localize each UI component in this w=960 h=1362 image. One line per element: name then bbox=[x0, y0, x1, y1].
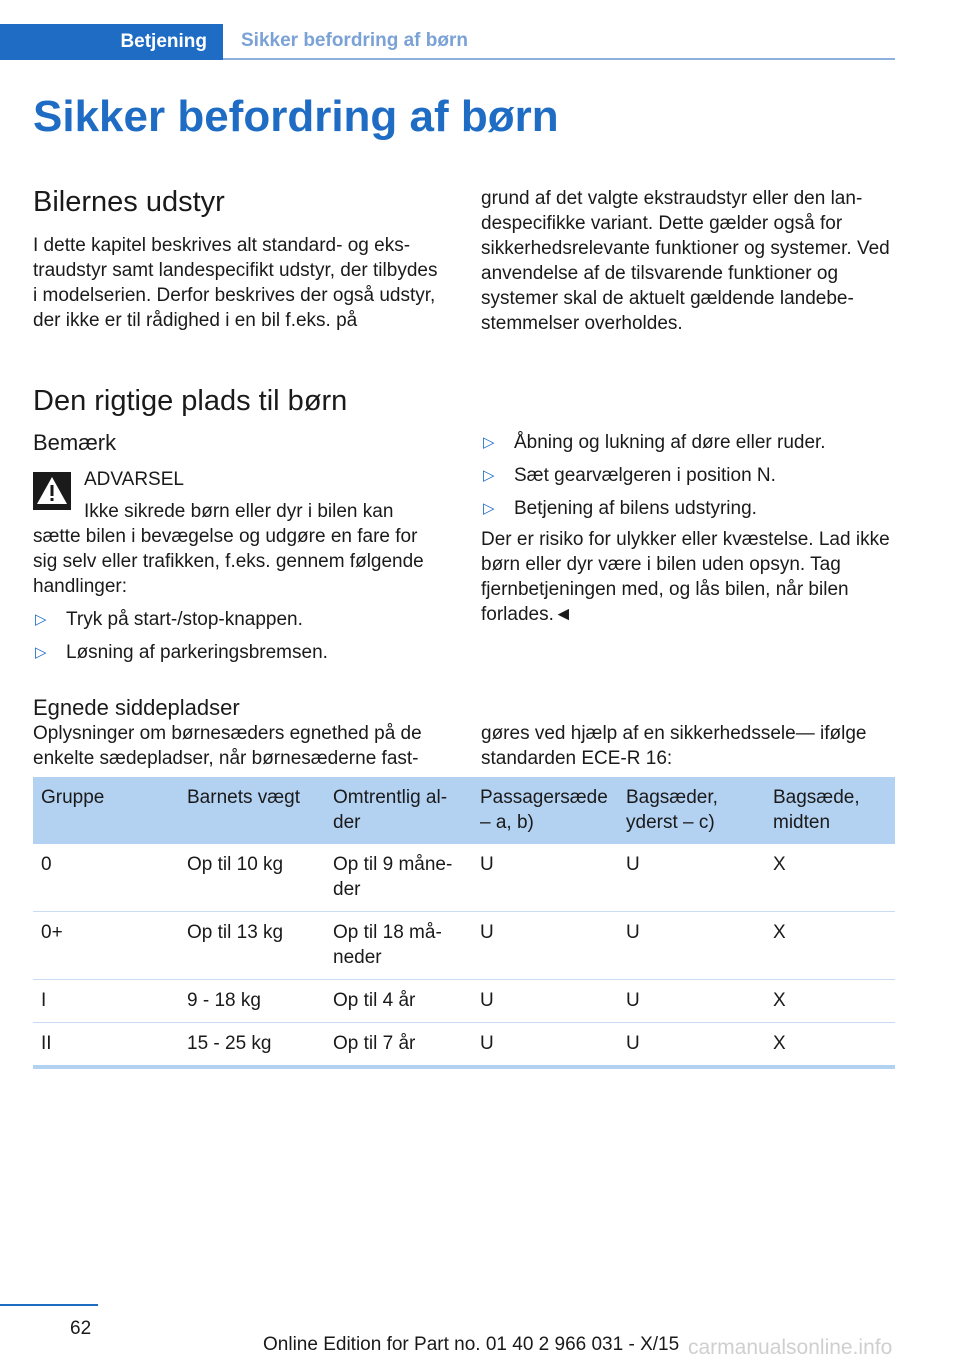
list-item-text: Tryk på start-/stop-knappen. bbox=[66, 609, 303, 630]
note-heading: Bemærk bbox=[33, 430, 117, 455]
table-header-cell: Bagsæde, midten bbox=[765, 777, 895, 844]
table-cell: X bbox=[765, 844, 895, 912]
warning-text: Ikke sikrede børn eller dyr i bilen kan sætte bilen i bevægelse og udgøre en fare for sig selv eller trafikken, f.eks. gennem følgende handlinger: bbox=[33, 501, 424, 597]
header-tab-section-label: Betjening bbox=[120, 31, 207, 52]
seat-suitability-table bbox=[33, 777, 895, 1069]
triangle-right-icon: ▷ bbox=[35, 644, 47, 661]
table-row bbox=[33, 980, 895, 1023]
table-cell: Op til 9 måneder bbox=[325, 844, 472, 912]
table-cell: X bbox=[765, 912, 895, 980]
table-row bbox=[33, 844, 895, 912]
table-row bbox=[33, 1023, 895, 1068]
warning-label: ADVARSEL bbox=[84, 469, 184, 490]
table-cell: U bbox=[472, 1023, 618, 1068]
table-cell: X bbox=[765, 980, 895, 1023]
section1-left-text: I dette kapitel beskrives alt standard- og ekstraudstyr samt landespecifikt udstyr, der tilbydes i modelserien. Derfor beskrives der også udstyr, der ikke er til rådighed i en bil f.eks. på bbox=[33, 235, 438, 331]
table-cell: U bbox=[618, 1023, 765, 1068]
table-cell: Op til 7 år bbox=[325, 1023, 472, 1068]
table-cell: U bbox=[618, 912, 765, 980]
table-cell: Op til 13 kg bbox=[179, 912, 325, 980]
section-heading-bilernes-udstyr: Bilernes udstyr bbox=[33, 186, 225, 218]
table-cell: Op til 10 kg bbox=[179, 844, 325, 912]
list-item bbox=[481, 496, 895, 521]
footer-edition: Online Edition for Part no. 01 40 2 966 031 - X/15 bbox=[263, 1334, 680, 1355]
table-header-cell: Barnets vægt bbox=[179, 777, 325, 844]
table-cell: Op til 4 år bbox=[325, 980, 472, 1023]
table-cell: U bbox=[472, 844, 618, 912]
table-header-cell: Omtrentlig alder bbox=[325, 777, 472, 844]
table-row bbox=[33, 912, 895, 980]
table-header-row bbox=[33, 777, 895, 844]
page-number: 62 bbox=[70, 1318, 92, 1339]
table-cell: 0+ bbox=[33, 912, 179, 980]
header-tab-chapter-label: Sikker befordring af børn bbox=[241, 30, 468, 51]
table-header-cell: Gruppe bbox=[33, 777, 179, 844]
section1-right-text: grund af det valgte ekstraudstyr eller den landespecifikke variant. Dette gælder også for sikkerhedsrelevante funktioner og systemer. Ved anvendelse af de tilsvarende funktioner og systemer skal de aktuelt gældende landebestemmelser overholdes. bbox=[481, 188, 890, 334]
page-title: Sikker befordring af børn bbox=[33, 92, 559, 141]
table-cell: U bbox=[618, 844, 765, 912]
list-item bbox=[33, 607, 445, 632]
list-item bbox=[481, 463, 895, 488]
table-cell: Op til 18 måneder bbox=[325, 912, 472, 980]
triangle-right-icon: ▷ bbox=[483, 467, 495, 484]
warning-right-text: Der er risiko for ulykker eller kvæstelse. Lad ikke børn eller dyr være i bilen uden opsyn. Tag fjernbetjeningen med, og lås bilen, når bilen forlades.◄ bbox=[481, 529, 890, 625]
triangle-right-icon: ▷ bbox=[35, 611, 47, 628]
list-item-text: Åbning og lukning af døre eller ruder. bbox=[514, 432, 826, 453]
footer-divider bbox=[0, 1304, 98, 1306]
watermark: carmanualsonline.info bbox=[688, 1336, 893, 1359]
table-cell: X bbox=[765, 1023, 895, 1068]
section-heading-rigtige-plads: Den rigtige plads til børn bbox=[33, 385, 348, 417]
list-item-text: Sæt gearvælgeren i position N. bbox=[514, 465, 776, 486]
list-item bbox=[481, 430, 895, 455]
triangle-right-icon: ▷ bbox=[483, 500, 495, 517]
header-tab-section bbox=[0, 24, 223, 60]
triangle-right-icon: ▷ bbox=[483, 434, 495, 451]
table-cell: I bbox=[33, 980, 179, 1023]
table-cell: U bbox=[618, 980, 765, 1023]
warning-bullets-right bbox=[481, 430, 895, 529]
section3-right-text: gøres ved hjælp af en sikkerhedssele— ifølge standarden ECE-R 16: bbox=[481, 723, 867, 769]
table-cell: 0 bbox=[33, 844, 179, 912]
section3-left-text: Oplysninger om børnesæders egnethed på de enkelte sædepladser, når børnesæderne fast- bbox=[33, 723, 422, 769]
list-item-text: Betjening af bilens udstyring. bbox=[514, 498, 757, 519]
list-item-text: Løsning af parkeringsbremsen. bbox=[66, 642, 328, 663]
header-tab-chapter bbox=[223, 24, 895, 60]
table-cell: U bbox=[472, 980, 618, 1023]
table-cell: 15 - 25 kg bbox=[179, 1023, 325, 1068]
table-cell: U bbox=[472, 912, 618, 980]
warning-bullets-left bbox=[33, 607, 445, 673]
table-cell: 9 - 18 kg bbox=[179, 980, 325, 1023]
table-header-cell: Passagersæde – a, b) bbox=[472, 777, 618, 844]
section-heading-egnede-siddepladser: Egnede siddepladser bbox=[33, 695, 240, 720]
table-header-cell: Bagsæder, yderst – c) bbox=[618, 777, 765, 844]
table-cell: II bbox=[33, 1023, 179, 1068]
list-item bbox=[33, 640, 445, 665]
